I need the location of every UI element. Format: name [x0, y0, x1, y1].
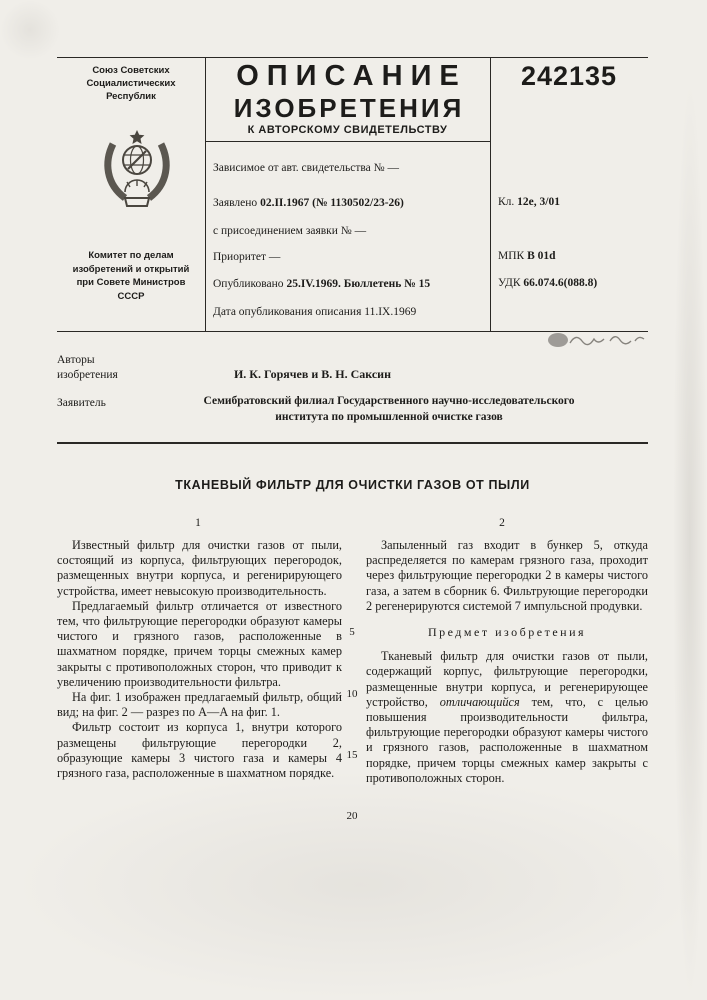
- line-number-20: 20: [346, 810, 358, 822]
- claim-italic-word: отличающийся: [439, 694, 520, 709]
- line-number-5: 5: [349, 626, 355, 638]
- classification-kl-value: 12е, 3/01: [517, 196, 560, 208]
- doc-title-line2: ИЗОБРЕТЕНИЯ: [233, 93, 465, 123]
- field-filed-label: Заявлено: [213, 197, 258, 209]
- paragraph: На фиг. 1 изображен предлагаемый фильтр, общий вид; на фиг. 2 — разрез по А—А на фиг. 1.: [57, 690, 342, 720]
- union-name: Союз Советских Социалистических Республик: [86, 65, 176, 102]
- field-publication-date-text: Дата опубликования описания 11.IX.1969: [213, 306, 417, 318]
- applicant-label: Заявитель: [57, 397, 106, 409]
- field-published: [213, 277, 485, 291]
- paragraph: Фильтр состоит из корпуса 1, внутри которого размещены фильтрующие перегородки 2, образующие камеры 3 чистого газа и камеры 4 грязного газа, расположенные в шахматном порядке.: [57, 720, 342, 781]
- field-filed-value: 02.II.1967 (№ 1130502/23-26): [260, 197, 404, 209]
- field-dependent: [213, 161, 485, 175]
- applicant-name: Семибратовский филиал Государственного научно-исследовательского института по промышленной очистке газов: [203, 395, 575, 423]
- classification-mpk-value: В 01d: [527, 250, 556, 262]
- claim-paragraph: [366, 649, 648, 786]
- field-dependent-text: Зависимое от авт. свидетельства № —: [213, 162, 400, 174]
- handwritten-ink-mark: [546, 329, 658, 359]
- field-joined-text: с присоединением заявки № —: [213, 225, 367, 237]
- ussr-coat-of-arms-icon: [97, 126, 177, 214]
- section-rule: [57, 442, 648, 444]
- paragraph: Предлагаемый фильтр отличается от известного тем, что фильтрующие перегородки образуют камеры чистого и грязного газов, расположенные в шахматном порядке, причем торцы смежных камер закрыты с противоположных сторон, что приводит к увеличению производительности фильтра.: [57, 598, 342, 689]
- authors-label: Авторы изобретения: [57, 354, 118, 381]
- field-joined: [213, 224, 485, 238]
- classification-mpk: [498, 250, 556, 262]
- field-filed: [213, 196, 485, 210]
- invention-title: ТКАНЕВЫЙ ФИЛЬТР ДЛЯ ОЧИСТКИ ГАЗОВ ОТ ПЫЛИ: [175, 478, 530, 492]
- classification-udk: [498, 277, 597, 289]
- field-published-value: 25.IV.1969. Бюллетень № 15: [286, 278, 431, 290]
- column-1-number: 1: [195, 517, 201, 529]
- doc-subtitle: К АВТОРСКОМУ СВИДЕТЕЛЬСТВУ: [247, 124, 448, 136]
- field-published-label: Опубликовано: [213, 278, 284, 290]
- line-number-15: 15: [346, 749, 358, 761]
- body-column-right: [366, 538, 648, 786]
- authors-names: И. К. Горячев и В. Н. Саксин: [233, 367, 392, 381]
- subtitle-rule: [205, 141, 490, 142]
- line-number-10: 10: [346, 688, 358, 700]
- classification-kl: [498, 196, 560, 208]
- doc-title-line1: ОПИСАНИЕ: [236, 60, 467, 92]
- claim-text-after: тем, что, с целью повышения производительности фильтра, фильтрующие перегородки образуют камеры чистого и грязного газов, расположенные в шахматном порядке, причем торцы смежных камер закрыты с противоположных сторон.: [366, 694, 649, 785]
- classification-kl-label: Кл.: [498, 196, 515, 208]
- subject-of-invention-heading: Предмет изобретения: [427, 625, 587, 640]
- patent-number: 242135: [520, 61, 618, 91]
- body-column-left: [57, 538, 342, 781]
- field-priority-text: Приоритет —: [213, 251, 281, 263]
- classification-mpk-label: МПК: [498, 250, 525, 262]
- field-priority: [213, 250, 485, 264]
- header-top-rule: [57, 57, 648, 58]
- classification-udk-label: УДК: [498, 277, 521, 289]
- column-2-number: 2: [499, 517, 505, 529]
- paragraph: Запыленный газ входит в бункер 5, откуда распределяется по камерам грязного газа, проходит через фильтрующие перегородки 2 в камеры чистого газа, а затем в сборник 6. Фильтрующие перегородки 2 регенерируются системой 7 импульсной продувки.: [366, 538, 648, 613]
- claim-text-before: Тканевый фильтр для очистки газов от пыли, содержащий корпус, фильтрующие перегородки, размещенные внутри корпуса, и регенерирующее устройство,: [366, 649, 648, 709]
- paragraph: Известный фильтр для очистки газов от пыли, состоящий из корпуса, фильтрующих перегородок, размещенных внутри корпуса, и регенирирующего устройства, имеет невысокую производительность.: [57, 538, 342, 598]
- committee-name: Комитет по делам изобретений и открытий при Совете Министров СССР: [72, 250, 190, 302]
- classification-udk-value: 66.074.6(088.8): [523, 277, 598, 289]
- field-publication-date: [213, 305, 485, 319]
- header-right-divider: [490, 57, 491, 331]
